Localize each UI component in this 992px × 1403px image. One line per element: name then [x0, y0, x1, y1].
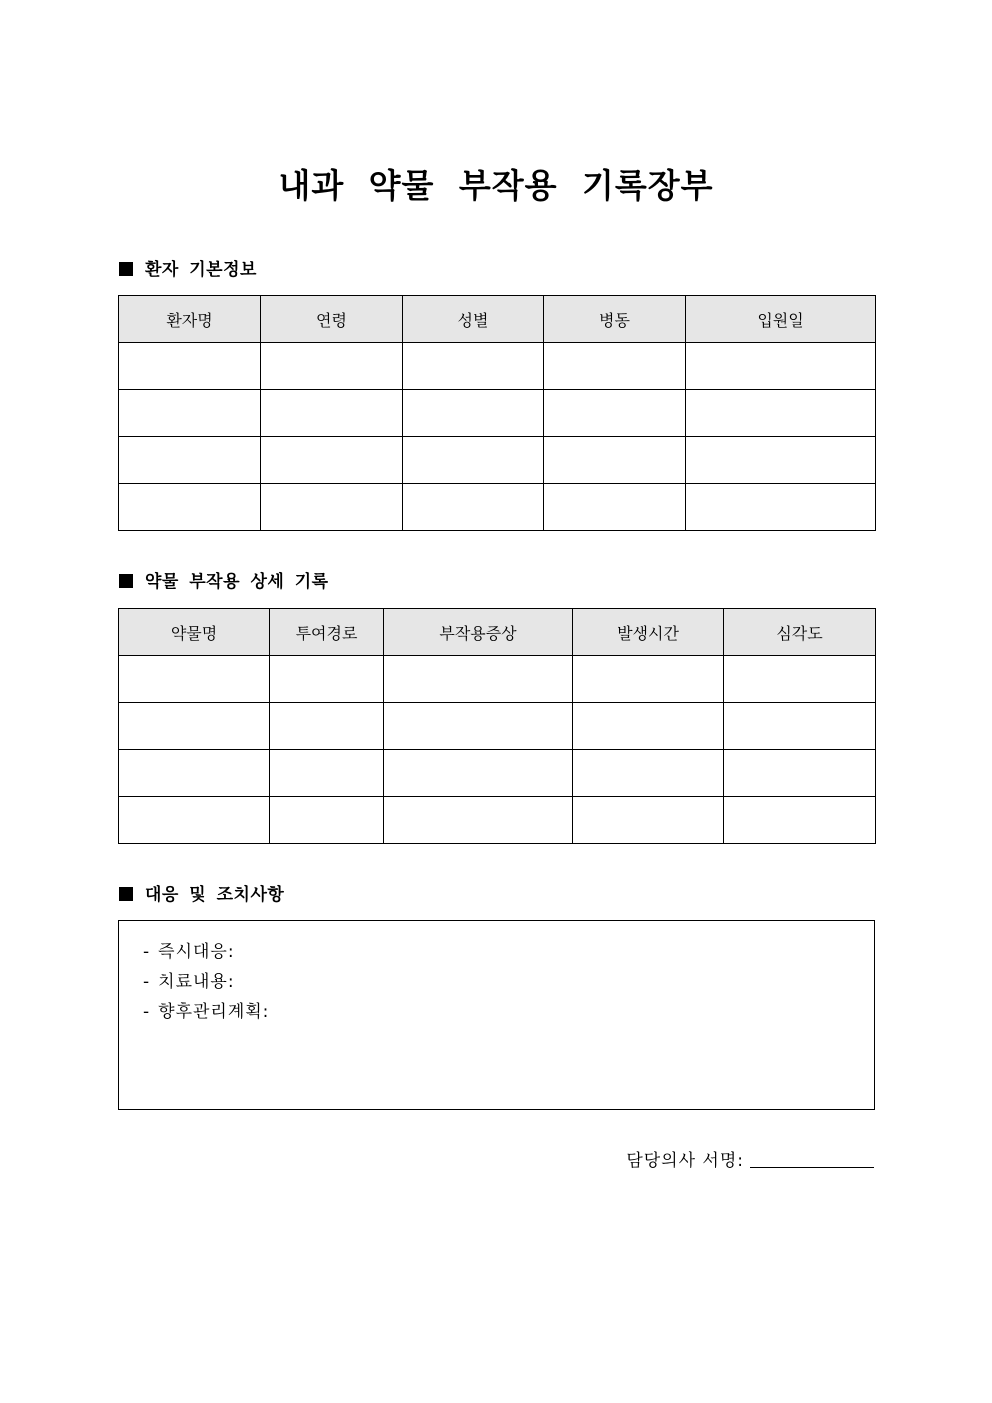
table-cell[interactable] — [403, 343, 544, 390]
table-cell[interactable] — [261, 484, 403, 531]
signature-block — [626, 1148, 874, 1174]
measure-immediate-response-label: 즉시대응: — [158, 942, 235, 962]
adverse-reaction-heading-text: 약물 부작용 상세 기록 — [145, 572, 329, 592]
dash-bullet: - — [143, 942, 151, 962]
table-cell[interactable] — [724, 750, 876, 797]
table-cell[interactable] — [119, 797, 270, 844]
square-bullet-icon — [119, 887, 133, 901]
table-cell[interactable] — [384, 703, 573, 750]
column-header-drug-name: 약물명 — [119, 609, 270, 656]
column-header-route: 투여경로 — [270, 609, 384, 656]
page-title: 내과 약물 부작용 기록장부 — [278, 166, 714, 205]
table-cell[interactable] — [270, 656, 384, 703]
table-cell[interactable] — [119, 656, 270, 703]
table-cell[interactable] — [544, 437, 686, 484]
dash-bullet: - — [143, 972, 151, 992]
measures-box[interactable] — [118, 920, 875, 1110]
table-cell[interactable] — [119, 390, 261, 437]
table-row — [119, 390, 876, 437]
measures-list — [119, 921, 874, 1027]
table-cell[interactable] — [724, 797, 876, 844]
column-header-onset-time: 발생시간 — [573, 609, 724, 656]
list-item — [143, 967, 874, 997]
adverse-reaction-table — [118, 608, 876, 844]
table-cell[interactable] — [270, 797, 384, 844]
square-bullet-icon — [119, 574, 133, 588]
table-row — [119, 484, 876, 531]
table-cell[interactable] — [686, 390, 876, 437]
signature-line[interactable] — [750, 1149, 874, 1168]
measures-heading-text: 대응 및 조치사항 — [145, 885, 285, 905]
table-cell[interactable] — [403, 390, 544, 437]
table-cell[interactable] — [119, 437, 261, 484]
column-header-ward: 병동 — [544, 296, 686, 343]
table-cell[interactable] — [270, 750, 384, 797]
list-item — [143, 997, 874, 1027]
table-row — [119, 343, 876, 390]
measures-heading — [119, 883, 284, 907]
table-cell[interactable] — [403, 437, 544, 484]
table-cell[interactable] — [544, 484, 686, 531]
patient-info-table — [118, 295, 876, 531]
table-cell[interactable] — [261, 390, 403, 437]
table-cell[interactable] — [686, 343, 876, 390]
dash-bullet: - — [143, 1002, 151, 1022]
table-cell[interactable] — [573, 750, 724, 797]
table-header-row — [119, 609, 876, 656]
column-header-admission-date: 입원일 — [686, 296, 876, 343]
table-cell[interactable] — [384, 750, 573, 797]
table-cell[interactable] — [573, 797, 724, 844]
table-cell[interactable] — [573, 656, 724, 703]
table-header-row — [119, 296, 876, 343]
table-row — [119, 703, 876, 750]
column-header-sex: 성별 — [403, 296, 544, 343]
square-bullet-icon — [119, 262, 133, 276]
table-cell[interactable] — [270, 703, 384, 750]
table-cell[interactable] — [686, 484, 876, 531]
table-cell[interactable] — [544, 343, 686, 390]
table-cell[interactable] — [384, 656, 573, 703]
signature-label: 담당의사 서명: — [626, 1151, 744, 1171]
patient-info-heading-text: 환자 기본정보 — [145, 260, 257, 280]
table-row — [119, 750, 876, 797]
list-item — [143, 937, 874, 967]
column-header-patient-name: 환자명 — [119, 296, 261, 343]
table-cell[interactable] — [261, 437, 403, 484]
table-cell[interactable] — [686, 437, 876, 484]
table-cell[interactable] — [573, 703, 724, 750]
patient-info-heading — [119, 258, 257, 282]
table-cell[interactable] — [119, 484, 261, 531]
measure-future-plan-label: 향후관리계획: — [158, 1002, 270, 1022]
measure-treatment-label: 치료내용: — [158, 972, 235, 992]
table-cell[interactable] — [724, 656, 876, 703]
table-cell[interactable] — [119, 750, 270, 797]
table-cell[interactable] — [384, 797, 573, 844]
table-row — [119, 437, 876, 484]
column-header-symptoms: 부작용증상 — [384, 609, 573, 656]
table-row — [119, 797, 876, 844]
table-cell[interactable] — [724, 703, 876, 750]
table-cell[interactable] — [403, 484, 544, 531]
adverse-reaction-heading — [119, 570, 329, 594]
table-row — [119, 656, 876, 703]
column-header-age: 연령 — [261, 296, 403, 343]
table-cell[interactable] — [261, 343, 403, 390]
table-cell[interactable] — [119, 343, 261, 390]
table-cell[interactable] — [119, 703, 270, 750]
column-header-severity: 심각도 — [724, 609, 876, 656]
table-cell[interactable] — [544, 390, 686, 437]
